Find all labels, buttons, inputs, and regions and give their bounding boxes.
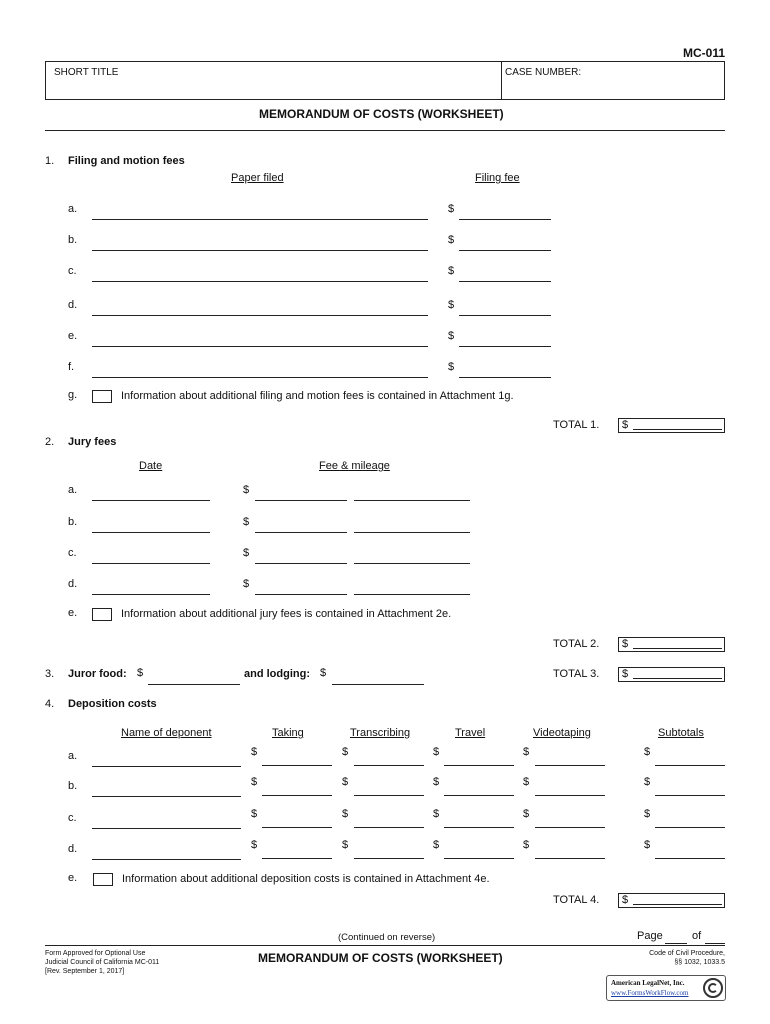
dollar-sign: $: [243, 516, 250, 528]
jury-date-field[interactable]: [92, 563, 210, 564]
approved-line3: [Rev. September 1, 2017]: [45, 968, 125, 975]
dollar-sign: $: [251, 776, 258, 788]
row-letter: d.: [68, 843, 78, 855]
jury-fee-field[interactable]: [255, 563, 347, 564]
section4-attach-letter: e.: [68, 872, 78, 884]
code-line1: Code of Civil Procedure,: [649, 950, 725, 957]
form-number: MC-011: [683, 46, 726, 60]
deponent-name-field[interactable]: [92, 796, 241, 797]
row-letter: c.: [68, 265, 77, 277]
attachment-1g-checkbox[interactable]: [92, 390, 112, 403]
videotaping-field[interactable]: [535, 858, 605, 859]
paper-filed-field[interactable]: [92, 250, 428, 251]
jury-fee-field[interactable]: [255, 594, 347, 595]
paper-filed-field[interactable]: [92, 315, 428, 316]
section2-number: 2.: [45, 436, 55, 448]
section1-number: 1.: [45, 155, 55, 167]
of-label: of: [692, 930, 702, 942]
page-total-field[interactable]: [705, 943, 725, 944]
dollar-sign: $: [644, 746, 651, 758]
page-number-field[interactable]: [665, 943, 687, 944]
header-divider: [501, 62, 502, 99]
section2-col-fee: Fee & mileage: [319, 460, 390, 472]
dollar-sign: $: [644, 808, 651, 820]
juror-food-field[interactable]: [148, 684, 240, 685]
total2-dollar: $: [622, 638, 629, 650]
total3-dollar: $: [622, 668, 629, 680]
dollar-sign: $: [433, 746, 440, 758]
subtotal-field[interactable]: [655, 795, 725, 796]
subtotal-field[interactable]: [655, 858, 725, 859]
jury-mileage-field[interactable]: [354, 532, 470, 533]
section4-heading: Deposition costs: [68, 698, 157, 710]
dollar-sign: $: [342, 808, 349, 820]
header-box: [45, 61, 725, 100]
dollar-sign: $: [251, 746, 258, 758]
paper-filed-field[interactable]: [92, 377, 428, 378]
transcribing-field[interactable]: [354, 795, 424, 796]
col-subtotals: Subtotals: [658, 727, 704, 739]
videotaping-field[interactable]: [535, 795, 605, 796]
col-travel: Travel: [455, 727, 486, 739]
dollar-sign: $: [433, 839, 440, 851]
taking-field[interactable]: [262, 858, 332, 859]
taking-field[interactable]: [262, 765, 332, 766]
dollar-sign: $: [433, 808, 440, 820]
col-transcribing: Transcribing: [350, 727, 411, 739]
publisher-url[interactable]: www.FormsWorkFlow.com: [611, 989, 689, 997]
filing-fee-field[interactable]: [459, 346, 551, 347]
attachment-2e-text: Information about additional jury fees is contained in Attachment 2e.: [121, 608, 452, 620]
section3-number: 3.: [45, 668, 55, 680]
section1-heading: Filing and motion fees: [68, 155, 185, 167]
title-rule: [45, 130, 725, 131]
row-letter: d.: [68, 578, 78, 590]
juror-food-label: Juror food:: [68, 668, 127, 680]
filing-fee-field[interactable]: [459, 250, 551, 251]
col-taking: Taking: [272, 727, 304, 739]
dollar-sign: $: [448, 265, 455, 277]
subtotal-field[interactable]: [655, 827, 725, 828]
total4-dollar: $: [622, 894, 629, 906]
transcribing-field[interactable]: [354, 858, 424, 859]
attachment-4e-text: Information about additional deposition costs is contained in Attachment 4e.: [122, 873, 490, 885]
filing-fee-field[interactable]: [459, 315, 551, 316]
lodging-label: and lodging:: [244, 668, 310, 680]
col-videotaping: Videotaping: [533, 727, 591, 739]
videotaping-field[interactable]: [535, 765, 605, 766]
total3-field[interactable]: [618, 667, 725, 682]
approved-line2: Judicial Council of California MC-011: [45, 959, 160, 966]
dollar-sign: $: [342, 776, 349, 788]
row-letter: f.: [68, 361, 75, 373]
total2-field[interactable]: [618, 637, 725, 652]
approved-line1: Form Approved for Optional Use: [45, 950, 146, 957]
jury-mileage-field[interactable]: [354, 500, 470, 501]
row-letter: a.: [68, 484, 78, 496]
continued-note: (Continued on reverse): [338, 932, 436, 943]
dollar-sign: $: [342, 746, 349, 758]
dollar-sign: $: [644, 776, 651, 788]
transcribing-field[interactable]: [354, 827, 424, 828]
total3-label: TOTAL 3.: [553, 668, 600, 680]
dollar-sign: $: [448, 299, 455, 311]
total2-label: TOTAL 2.: [553, 638, 600, 650]
col-deponent: Name of deponent: [121, 727, 212, 739]
filing-fee-field[interactable]: [459, 281, 551, 282]
jury-date-field[interactable]: [92, 532, 210, 533]
deponent-name-field[interactable]: [92, 828, 241, 829]
attachment-4e-checkbox[interactable]: [93, 873, 113, 886]
paper-filed-field[interactable]: [92, 219, 428, 220]
dollar-sign: $: [243, 547, 250, 559]
section1-col-fee: Filing fee: [475, 172, 520, 184]
publisher-name: American LegalNet, Inc.: [611, 979, 685, 987]
section2-col-date: Date: [139, 460, 163, 472]
dollar-sign: $: [448, 330, 455, 342]
videotaping-field[interactable]: [535, 827, 605, 828]
jury-date-field[interactable]: [92, 500, 210, 501]
dollar-sign: $: [243, 484, 250, 496]
dollar-sign: $: [448, 234, 455, 246]
filing-fee-field[interactable]: [459, 219, 551, 220]
travel-field[interactable]: [444, 795, 514, 796]
dollar-sign: $: [523, 776, 530, 788]
dollar-sign: $: [342, 839, 349, 851]
paper-filed-field[interactable]: [92, 281, 428, 282]
row-letter: b.: [68, 234, 78, 246]
row-letter: a.: [68, 203, 78, 215]
publisher-badge: [606, 975, 726, 1001]
jury-mileage-field[interactable]: [354, 563, 470, 564]
section1-col-paper: Paper filed: [231, 172, 284, 184]
total1-field[interactable]: [618, 418, 725, 433]
deponent-name-field[interactable]: [92, 766, 241, 767]
row-letter: e.: [68, 330, 78, 342]
dollar-sign: $: [251, 808, 258, 820]
paper-filed-field[interactable]: [92, 346, 428, 347]
total1-dollar: $: [622, 419, 629, 431]
dollar-sign: $: [644, 839, 651, 851]
travel-field[interactable]: [444, 765, 514, 766]
code-line2: §§ 1032, 1033.5: [674, 959, 725, 966]
travel-field[interactable]: [444, 858, 514, 859]
short-title-field[interactable]: [52, 80, 492, 98]
total4-label: TOTAL 4.: [553, 894, 600, 906]
row-letter: a.: [68, 750, 78, 762]
row-letter: c.: [68, 812, 77, 824]
taking-field[interactable]: [262, 827, 332, 828]
total1-label: TOTAL 1.: [553, 419, 600, 431]
travel-field[interactable]: [444, 827, 514, 828]
dollar-sign: $: [448, 203, 455, 215]
lodging-field[interactable]: [332, 684, 424, 685]
dollar-sign: $: [243, 578, 250, 590]
total4-field[interactable]: [618, 893, 725, 908]
row-letter: c.: [68, 547, 77, 559]
taking-field[interactable]: [262, 795, 332, 796]
jury-fee-field[interactable]: [255, 532, 347, 533]
page-label: Page: [637, 930, 663, 942]
attachment-1g-text: Information about additional filing and motion fees is contained in Attachment 1g.: [121, 390, 514, 402]
row-letter: b.: [68, 780, 78, 792]
section4-number: 4.: [45, 698, 55, 710]
dollar-sign: $: [523, 808, 530, 820]
footer-title: MEMORANDUM OF COSTS (WORKSHEET): [258, 951, 503, 965]
short-title-label: SHORT TITLE: [54, 67, 119, 78]
lodging-dollar: $: [320, 667, 327, 679]
section1-attach-letter: g.: [68, 389, 78, 401]
jury-date-field[interactable]: [92, 594, 210, 595]
deponent-name-field[interactable]: [92, 859, 241, 860]
dollar-sign: $: [523, 746, 530, 758]
subtotal-field[interactable]: [655, 765, 725, 766]
dollar-sign: $: [523, 839, 530, 851]
transcribing-field[interactable]: [354, 765, 424, 766]
juror-food-dollar: $: [137, 667, 144, 679]
jury-mileage-field[interactable]: [354, 594, 470, 595]
row-letter: b.: [68, 516, 78, 528]
jury-fee-field[interactable]: [255, 500, 347, 501]
row-letter: d.: [68, 299, 78, 311]
dollar-sign: $: [251, 839, 258, 851]
section2-heading: Jury fees: [68, 436, 117, 448]
section2-attach-letter: e.: [68, 607, 78, 619]
case-number-field[interactable]: [506, 80, 721, 98]
dollar-sign: $: [433, 776, 440, 788]
filing-fee-field[interactable]: [459, 377, 551, 378]
case-number-label: CASE NUMBER:: [505, 67, 582, 78]
dollar-sign: $: [448, 361, 455, 373]
attachment-2e-checkbox[interactable]: [92, 608, 112, 621]
footer-rule: [45, 945, 725, 946]
publisher-logo-icon: [703, 978, 723, 998]
form-title: MEMORANDUM OF COSTS (WORKSHEET): [259, 107, 504, 121]
